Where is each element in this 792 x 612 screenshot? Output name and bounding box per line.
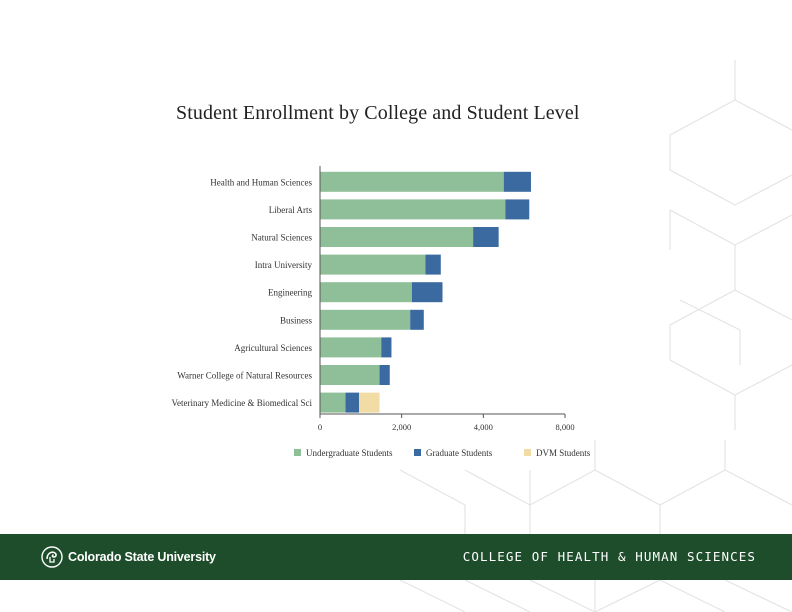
bar-segment — [380, 365, 390, 385]
category-label: Natural Sciences — [251, 232, 312, 243]
bar-segment — [320, 172, 504, 192]
bar-segment — [425, 255, 440, 275]
bar-segment — [410, 310, 424, 330]
category-label: Liberal Arts — [268, 204, 312, 215]
university-logo — [41, 546, 216, 568]
category-label: Intra University — [254, 260, 312, 271]
bar-segment — [412, 282, 443, 302]
legend-swatch — [414, 449, 421, 456]
chart-title: Student Enrollment by College and Student Level — [176, 102, 580, 124]
bar-segment — [381, 337, 391, 357]
bar-segment — [320, 227, 473, 247]
legend-label: Graduate Students — [426, 448, 493, 458]
bar-segment — [505, 199, 529, 219]
x-tick-label: 0 — [317, 422, 323, 432]
x-tick-label: 8,000 — [555, 422, 575, 432]
category-label: Warner College of Natural Resources — [177, 370, 312, 381]
university-name: Colorado State University — [68, 550, 216, 564]
bar-segment — [320, 199, 505, 219]
legend-swatch — [294, 449, 301, 456]
bar-segment — [320, 255, 425, 275]
category-label: Veterinary Medicine & Biomedical Sci — [171, 398, 312, 409]
bar-segment — [320, 310, 410, 330]
bar-segment — [359, 393, 379, 413]
ram-logo-icon — [41, 546, 63, 568]
bar-segment — [320, 393, 346, 413]
category-label: Health and Human Sciences — [210, 177, 312, 188]
category-label: Business — [279, 315, 312, 326]
footer-bar — [0, 534, 792, 580]
bar-segment — [504, 172, 531, 192]
bar-segment — [320, 282, 412, 302]
bar-segment — [320, 365, 380, 385]
legend-swatch — [524, 449, 531, 456]
college-name: COLLEGE OF HEALTH & HUMAN SCIENCES — [462, 549, 756, 564]
x-tick-label: 4,000 — [473, 422, 493, 432]
x-tick-label: 2,000 — [392, 422, 412, 432]
legend-label: Undergraduate Students — [306, 448, 393, 458]
legend-label: DVM Students — [536, 448, 591, 458]
bar-segment — [320, 337, 381, 357]
bar-segment — [473, 227, 499, 247]
bar-segment — [346, 393, 360, 413]
category-label: Agricultural Sciences — [234, 342, 312, 353]
category-label: Engineering — [268, 287, 312, 298]
